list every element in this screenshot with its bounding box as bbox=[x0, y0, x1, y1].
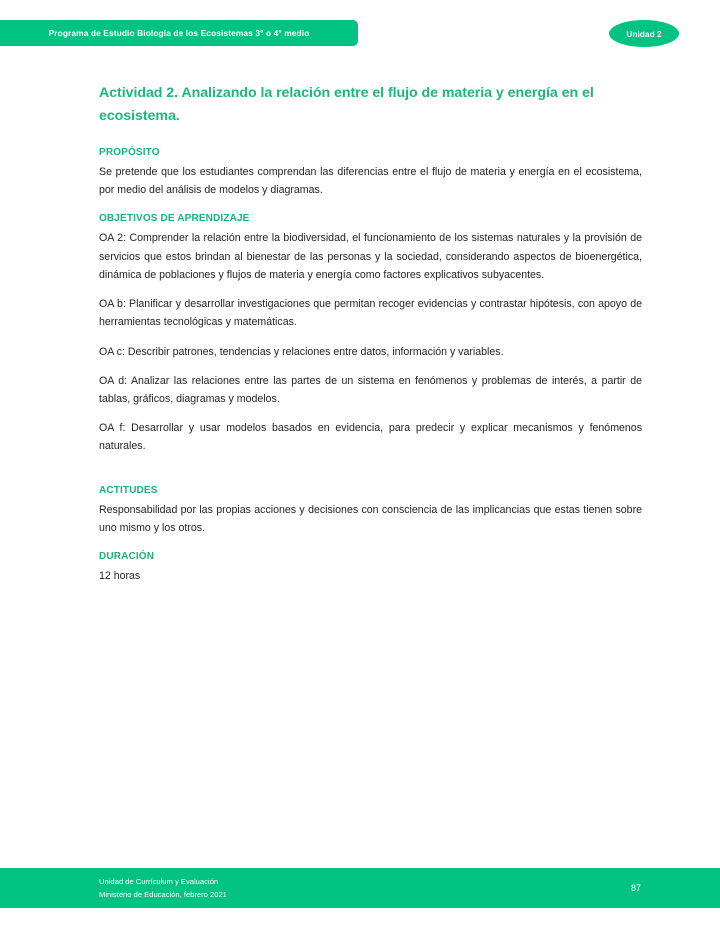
objetivo-item: OA f: Desarrollar y usar modelos basados en evidencia, para predecir y explicar mecanismos y fenómenos naturales. bbox=[99, 422, 642, 453]
proposito-text: Se pretende que los estudiantes comprendan las diferencias entre el flujo de materia y energía en el ecosistema, por medio del análisis de modelos y diagramas. bbox=[99, 166, 642, 197]
unit-badge-label: Unidad 2 bbox=[626, 28, 662, 39]
footer-organization bbox=[99, 875, 227, 901]
page-content bbox=[99, 82, 642, 598]
objetivo-item: OA 2: Comprender la relación entre la biodiversidad, el funcionamiento de los sistemas naturales y la provisión de servicios que estos brindan al bienestar de las personas y la sociedad, considerando aspectos de bioenergética, dinámica de poblaciones y flujos de materia y energía como factores explicativos subyacentes. bbox=[99, 232, 642, 281]
section-actitudes bbox=[99, 484, 642, 537]
section-heading-actitudes: ACTITUDES bbox=[99, 484, 158, 496]
objetivo-item: OA d: Analizar las relaciones entre las partes de un sistema en fenómenos y problemas de interés, a partir de tablas, gráficos, diagramas y modelos. bbox=[99, 374, 642, 405]
footer-inner bbox=[99, 868, 641, 908]
section-duracion bbox=[99, 550, 642, 585]
page-number: 87 bbox=[630, 883, 641, 893]
actitudes-text: Responsabilidad por las propias acciones y decisiones con consciencia de las implicancias que estas tienen sobre uno mismo y los otros. bbox=[99, 503, 642, 534]
footer-line-1: Unidad de Currículum y Evaluación bbox=[99, 876, 219, 886]
page-header bbox=[0, 0, 720, 70]
page-footer bbox=[0, 868, 720, 908]
activity-title: Actividad 2. Analizando la relación entre el flujo de materia y energía en el ecosistema. bbox=[99, 85, 594, 124]
section-spacer bbox=[99, 469, 642, 484]
section-proposito bbox=[99, 146, 642, 199]
section-objetivos bbox=[99, 212, 642, 455]
footer-line-2: Ministerio de Educación, febrero 2021 bbox=[99, 890, 227, 899]
program-title-text: Programa de Estudio Biología de los Ecosistemas 3° o 4° medio bbox=[48, 28, 310, 38]
section-heading-duracion: DURACIÓN bbox=[99, 551, 155, 563]
objetivo-item: OA b: Planificar y desarrollar investigaciones que permitan recoger evidencias y contrastar hipótesis, con apoyo de herramientas tecnológicas y matemáticas. bbox=[99, 298, 642, 329]
duracion-text: 12 horas bbox=[99, 570, 141, 583]
section-heading-proposito: PROPÓSITO bbox=[99, 147, 160, 158]
unit-badge bbox=[609, 20, 679, 47]
section-heading-objetivos: OBJETIVOS DE APRENDIZAJE bbox=[99, 213, 250, 225]
program-title-banner bbox=[0, 20, 358, 46]
objetivo-item: OA c: Describir patrones, tendencias y relaciones entre datos, información y variables. bbox=[99, 345, 504, 358]
